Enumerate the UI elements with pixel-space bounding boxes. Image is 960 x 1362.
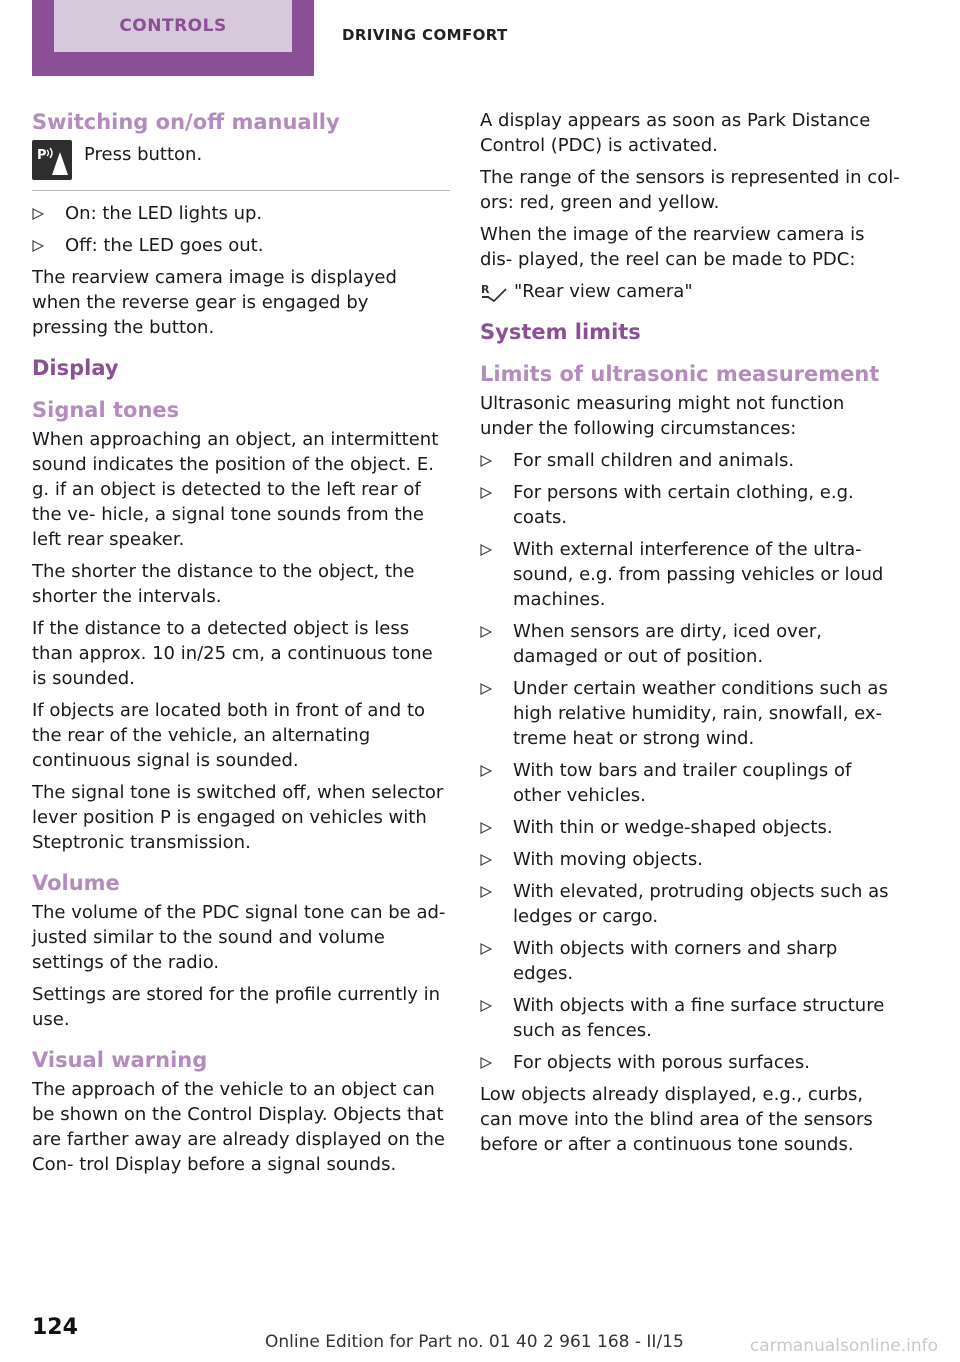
signal-paragraph: If the distance to a detected object is less than approx. 10 in/25 cm, a continuous tone is sounded.	[32, 618, 433, 689]
list-item	[480, 936, 900, 986]
signal-paragraph: If objects are located both in front of and to the rear of the vehicle, an alternating continuous signal is sounded.	[32, 700, 426, 771]
controls-tab	[32, 0, 314, 76]
triangle-bullet-icon	[480, 765, 492, 777]
press-button-text: Press button.	[84, 144, 203, 165]
ultrasonic-intro: Ultrasonic measuring might not function under the following circumstances:	[480, 393, 845, 439]
rear-view-camera-label: "Rear view camera"	[514, 281, 693, 302]
list-item	[480, 448, 900, 473]
list-item-text: For small children and animals.	[513, 450, 795, 471]
led-bullets	[32, 201, 450, 258]
list-item-text: With external interference of the ultra‐ sound, e.g. from passing vehicles or loud machines.	[513, 539, 884, 610]
list-item-text: With objects with corners and sharp edges.	[513, 938, 838, 984]
list-item-text: When sensors are dirty, iced over, damaged or out of position.	[513, 621, 822, 667]
triangle-bullet-icon	[32, 208, 44, 220]
list-item-text: For objects with porous surfaces.	[513, 1052, 810, 1073]
signal-tones-heading: Signal tones	[32, 398, 180, 422]
triangle-bullet-icon	[480, 886, 492, 898]
edition-footer: Online Edition for Part no. 01 40 2 961 168 - II/15	[265, 1332, 684, 1352]
triangle-bullet-icon	[480, 544, 492, 556]
list-item-text: Under certain weather conditions such as high relative humidity, rain, snowfall, ex‐ treme heat or strong wind.	[513, 678, 888, 749]
display-paragraph: When the image of the rearview camera is dis‐ played, the reel can be made to PDC:	[480, 224, 865, 270]
triangle-bullet-icon	[480, 943, 492, 955]
list-item	[480, 847, 900, 872]
left-column	[32, 108, 450, 1184]
volume-heading: Volume	[32, 871, 120, 895]
list-item-text: With moving objects.	[513, 849, 703, 870]
display-paragraph: A display appears as soon as Park Distance Control (PDC) is activated.	[480, 110, 871, 156]
list-item	[32, 201, 450, 226]
ultrasonic-heading: Limits of ultrasonic measurement	[480, 362, 880, 386]
closing-paragraph: Low objects already displayed, e.g., curbs, can move into the blind area of the sensors before or after a continuous tone sounds.	[480, 1084, 873, 1155]
svg-text:P: P	[37, 148, 47, 163]
triangle-bullet-icon	[480, 1057, 492, 1069]
section-title: DRIVING COMFORT	[342, 26, 508, 44]
list-item-text: With objects with a fine surface structure such as fences.	[513, 995, 885, 1041]
list-item-text: With elevated, protruding objects such as ledges or cargo.	[513, 881, 889, 927]
pdc-button-icon	[32, 140, 72, 180]
list-item	[480, 993, 900, 1043]
volume-paragraph: The volume of the PDC signal tone can be ad‐ justed similar to the sound and volume settings of the radio.	[32, 902, 446, 973]
visual-warning-paragraph: The approach of the vehicle to an object can be shown on the Control Display. Objects that are farther away are already displayed on the Con‐ trol Display before a signal sounds.	[32, 1079, 446, 1175]
list-item	[480, 676, 900, 751]
visual-warning-heading: Visual warning	[32, 1048, 208, 1072]
controls-tab-label: CONTROLS	[54, 0, 292, 52]
list-item-text: With tow bars and trailer couplings of other vehicles.	[513, 760, 852, 806]
triangle-bullet-icon	[480, 626, 492, 638]
list-item-text: For persons with certain clothing, e.g. coats.	[513, 482, 854, 528]
list-item-text: On: the LED lights up.	[65, 203, 263, 224]
page-number: 124	[32, 1315, 78, 1340]
list-item	[480, 537, 900, 612]
list-item	[480, 619, 900, 669]
press-button-row	[32, 140, 450, 180]
right-column	[480, 108, 900, 1164]
triangle-bullet-icon	[480, 1000, 492, 1012]
list-item-text: With thin or wedge-shaped objects.	[513, 817, 833, 838]
list-item-text: Off: the LED goes out.	[65, 235, 264, 256]
triangle-bullet-icon	[480, 683, 492, 695]
system-limits-heading: System limits	[480, 320, 641, 344]
divider	[32, 190, 450, 191]
rear-view-camera-row	[480, 279, 900, 304]
triangle-bullet-icon	[480, 822, 492, 834]
switching-heading: Switching on/off manually	[32, 110, 340, 134]
svg-text:R: R	[481, 282, 490, 296]
watermark: carmanualsonline.info	[749, 1336, 938, 1356]
list-item	[480, 1050, 900, 1075]
list-item	[480, 815, 900, 840]
triangle-bullet-icon	[480, 455, 492, 467]
display-heading: Display	[32, 356, 119, 380]
list-item	[480, 758, 900, 808]
display-paragraph: The range of the sensors is represented in col‐ ors: red, green and yellow.	[480, 167, 900, 213]
volume-paragraph: Settings are stored for the profile currently in use.	[32, 984, 441, 1030]
list-item	[480, 879, 900, 929]
triangle-bullet-icon	[480, 487, 492, 499]
rearview-paragraph: The rearview camera image is displayed when the reverse gear is engaged by pressing the button.	[32, 267, 397, 338]
limits-list	[480, 448, 900, 1075]
list-item	[32, 233, 450, 258]
triangle-bullet-icon	[480, 854, 492, 866]
list-item	[480, 480, 900, 530]
signal-paragraph: When approaching an object, an intermittent sound indicates the position of the object. E. g. if an object is detected to the left rear of the ve‐ hicle, a signal tone sounds from the left rear speaker.	[32, 429, 439, 550]
triangle-bullet-icon	[32, 240, 44, 252]
rear-view-camera-icon	[480, 281, 508, 303]
signal-paragraph: The shorter the distance to the object, the shorter the intervals.	[32, 561, 415, 607]
signal-paragraph: The signal tone is switched off, when selector lever position P is engaged on vehicles with Steptronic transmission.	[32, 782, 444, 853]
